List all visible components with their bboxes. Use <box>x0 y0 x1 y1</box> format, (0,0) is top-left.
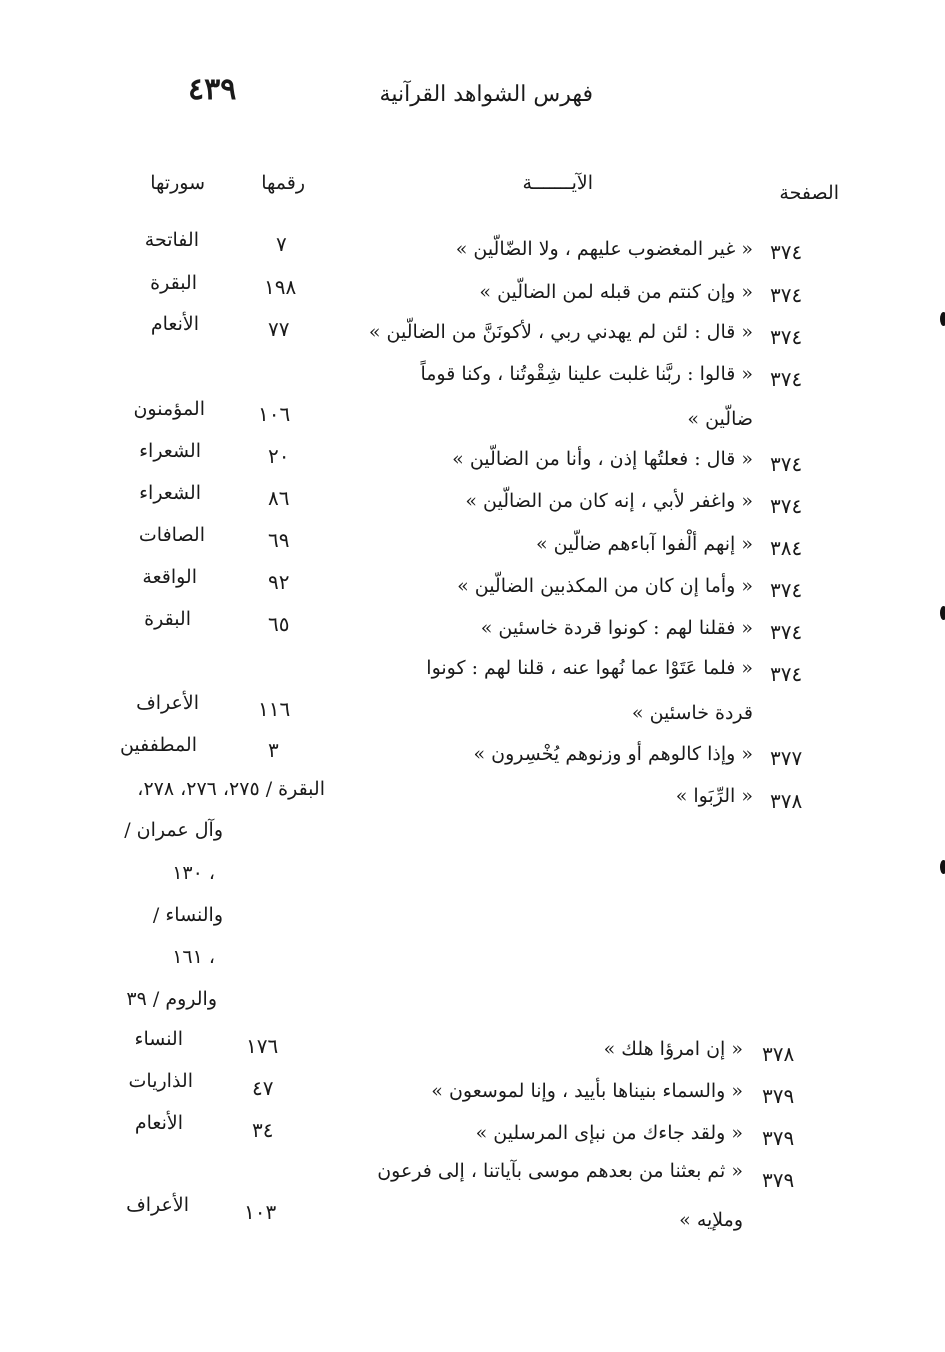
entry-page: ٣٧٤ <box>770 283 803 307</box>
column-header-verse: الآيـــــــة <box>522 172 593 194</box>
entry-page: ٣٧٤ <box>770 620 803 644</box>
entry-surah: الأنعام <box>150 313 199 335</box>
entry-verse-line: « ثم بعثنا من بعدهم موسى بآياتنا ، إلى فرعون <box>377 1160 743 1182</box>
entry-verse-line: « فقلنا لهم : كونوا قردة خاسئين » <box>480 617 753 639</box>
entry-page: ٣٧٤ <box>770 240 803 264</box>
entry-page: ٣٧٤ <box>770 662 803 686</box>
entry-page: ٣٧٤ <box>770 494 803 518</box>
entry-surah: الذاريات <box>128 1070 193 1092</box>
entry-surah: البقرة <box>144 608 191 630</box>
column-header-page: الصفحة <box>779 182 839 204</box>
entry-number: ٦٥ <box>268 612 290 636</box>
entry-number: ٧٧ <box>268 317 290 341</box>
entry-verse-line: وملإيه » <box>679 1209 743 1231</box>
entry-number: ٣ <box>268 738 279 762</box>
entry-verse-line: « والسماء بنيناها بأييد ، وإنا لموسعون » <box>431 1080 743 1102</box>
entry-verse-line: « الرِّبَوا » <box>675 785 753 807</box>
page-title: فهرس الشواهد القرآنية <box>379 82 593 107</box>
column-header-surah: سورتها <box>150 172 205 194</box>
entry-verse-line: « ولقد جاءك من نبإى المرسلين » <box>475 1122 743 1144</box>
entry-verse-line: قردة خاسئين » <box>631 702 753 724</box>
entry-number: ٨٦ <box>268 486 290 510</box>
entry-surah: الشعراء <box>139 482 201 504</box>
entry-number: ٣٤ <box>252 1118 274 1142</box>
entry-number: ١١٦ <box>258 697 291 721</box>
entry-surah: المطففين <box>119 734 197 756</box>
entry-number: ١٩٨ <box>264 275 297 299</box>
riba-reference-line: ١٦١ ، <box>172 946 215 968</box>
entry-verse-line: « إنهم ألْفوا آباءهم ضالّين » <box>535 533 753 555</box>
entry-verse-line: « قال : لئن لم يهدني ربي ، لأكونَنَّ من الضالّين » <box>368 321 753 343</box>
column-header-number: رقمها <box>261 172 305 194</box>
entry-page: ٣٧٩ <box>762 1168 795 1192</box>
entry-surah: الأعراف <box>126 1194 189 1216</box>
entry-number: ٢٠ <box>268 444 290 468</box>
entry-verse-line: ضالّين » <box>687 408 753 430</box>
riba-reference-line: ١٣٠ ، <box>172 862 215 884</box>
riba-reference-line: وآل عمران / <box>124 819 223 841</box>
entry-number: ٧ <box>276 232 287 256</box>
entry-verse-line: « فلما عَتَوْا عما نُهوا عنه ، قلنا لهم : كونوا <box>426 657 753 679</box>
entry-verse-line: « غير المغضوب عليهم ، ولا الضّالّين » <box>455 238 753 260</box>
entry-number: ١٠٦ <box>258 402 291 426</box>
entry-page: ٣٧٩ <box>762 1126 795 1150</box>
entry-page: ٣٧٤ <box>770 452 803 476</box>
entry-page: ٣٧٨ <box>770 789 803 813</box>
entry-surah: الأنعام <box>134 1112 183 1134</box>
entry-page: ٣٧٩ <box>762 1084 795 1108</box>
entry-surah: الفاتحة <box>144 229 199 251</box>
entry-number: ١٠٣ <box>244 1200 277 1224</box>
entry-surah: الواقعة <box>142 566 197 588</box>
entry-surah: المؤمنون <box>133 398 205 420</box>
entry-number: ٩٢ <box>268 570 290 594</box>
entry-page: ٣٧٤ <box>770 578 803 602</box>
riba-reference-line: والروم / ٣٩ <box>126 988 217 1010</box>
entry-verse-line: « قال : فعلتُها إذن ، وأنا من الضالّين » <box>452 448 753 470</box>
entry-page: ٣٨٤ <box>770 536 803 560</box>
entry-surah: النساء <box>134 1028 183 1050</box>
entry-number: ١٧٦ <box>246 1034 279 1058</box>
entry-page: ٣٧٧ <box>770 746 803 770</box>
entry-page: ٣٧٨ <box>762 1042 795 1066</box>
riba-reference-line: البقرة / ٢٧٥، ٢٧٦، ٢٧٨، <box>137 778 325 800</box>
riba-reference-line: والنساء / <box>152 904 223 926</box>
entry-verse-line: « وإذا كالوهم أو وزنوهم يُخْسِرون » <box>473 743 753 765</box>
entry-verse-line: « وأما إن كان من المكذبين الضالّين » <box>457 575 753 597</box>
page-number: ٤٣٩ <box>188 72 237 107</box>
entry-number: ٦٩ <box>268 528 290 552</box>
entry-surah: البقرة <box>150 272 197 294</box>
entry-surah: الصافات <box>138 524 205 546</box>
entry-verse-line: « إن امرؤا هلك » <box>603 1038 743 1060</box>
entry-verse-line: « واغفر لأبي ، إنه كان من الضالّين » <box>465 490 753 512</box>
scan-hole-mark <box>940 606 945 620</box>
entry-surah: الأعراف <box>136 692 199 714</box>
entry-verse-line: « قالوا : ربَّنا غلبت علينا شِقْوتُنا ، وكنا قوماً <box>420 363 753 385</box>
entry-page: ٣٧٤ <box>770 367 803 391</box>
entry-number: ٤٧ <box>252 1076 274 1100</box>
scan-hole-mark <box>940 860 945 874</box>
entry-surah: الشعراء <box>139 440 201 462</box>
entry-page: ٣٧٤ <box>770 325 803 349</box>
scan-hole-mark <box>940 312 945 326</box>
entry-verse-line: « وإن كنتم من قبله لمن الضالّين » <box>479 281 753 303</box>
